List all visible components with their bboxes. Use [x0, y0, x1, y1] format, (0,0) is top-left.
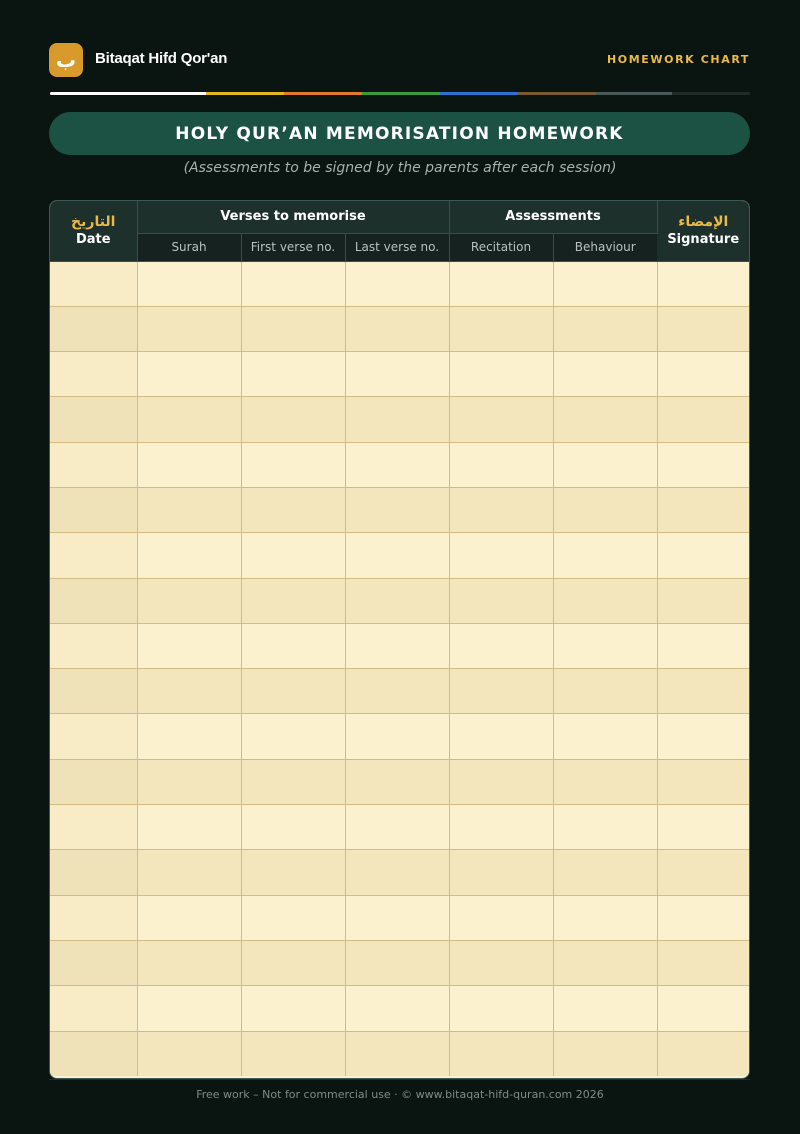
first-verse-cell[interactable]: [241, 850, 345, 895]
signature-header-arabic: الإمضاء: [678, 213, 729, 230]
behaviour-cell[interactable]: [553, 306, 657, 351]
signature-cell[interactable]: [657, 487, 749, 532]
signature-cell[interactable]: [657, 623, 749, 668]
first-verse-cell[interactable]: [241, 261, 345, 306]
recitation-cell[interactable]: [449, 397, 553, 442]
app-logo: ب: [49, 43, 83, 77]
first-verse-cell[interactable]: [241, 759, 345, 804]
last-verse-cell[interactable]: [345, 669, 449, 714]
accent-segment-blue: [440, 92, 518, 95]
recitation-cell[interactable]: [449, 578, 553, 623]
surah-cell[interactable]: [137, 578, 241, 623]
recitation-cell[interactable]: [449, 805, 553, 850]
table-row: [50, 306, 749, 351]
date-cell[interactable]: [50, 986, 137, 1031]
date-cell[interactable]: [50, 487, 137, 532]
last-verse-cell[interactable]: [345, 986, 449, 1031]
accent-segment-orange: [284, 92, 362, 95]
first-verse-cell[interactable]: [241, 940, 345, 985]
last-verse-cell[interactable]: [345, 306, 449, 351]
signature-cell[interactable]: [657, 714, 749, 759]
table-row: [50, 895, 749, 940]
signature-column-header: [657, 201, 749, 261]
recitation-cell[interactable]: [449, 261, 553, 306]
first-verse-cell[interactable]: [241, 669, 345, 714]
signature-cell[interactable]: [657, 805, 749, 850]
last-verse-cell[interactable]: [345, 1031, 449, 1076]
brand-name: Bitaqat Hifd Qor'an: [95, 50, 228, 67]
first-verse-cell[interactable]: [241, 986, 345, 1031]
recitation-cell[interactable]: [449, 442, 553, 487]
last-verse-cell[interactable]: [345, 623, 449, 668]
last-verse-cell[interactable]: [345, 759, 449, 804]
surah-cell[interactable]: [137, 895, 241, 940]
surah-cell[interactable]: [137, 1031, 241, 1076]
signature-cell[interactable]: [657, 442, 749, 487]
date-cell[interactable]: [50, 759, 137, 804]
signature-cell[interactable]: [657, 940, 749, 985]
homework-table-container: [49, 200, 750, 1079]
accent-segment-green: [362, 92, 440, 95]
recitation-cell[interactable]: [449, 940, 553, 985]
table-row: [50, 669, 749, 714]
recitation-cell[interactable]: [449, 850, 553, 895]
table-row: [50, 623, 749, 668]
date-cell[interactable]: [50, 352, 137, 397]
page-subtitle: (Assessments to be signed by the parents after each session): [183, 160, 617, 176]
last-verse-cell[interactable]: [345, 805, 449, 850]
last-verse-cell[interactable]: [345, 261, 449, 306]
surah-cell[interactable]: [137, 261, 241, 306]
table-row: [50, 261, 749, 306]
first-verse-cell[interactable]: [241, 805, 345, 850]
last-verse-cell[interactable]: [345, 578, 449, 623]
behaviour-cell[interactable]: [553, 850, 657, 895]
page-title: HOLY QUR’AN MEMORISATION HOMEWORK: [49, 112, 750, 155]
date-cell[interactable]: [50, 669, 137, 714]
date-header-arabic: التاريخ: [71, 213, 116, 230]
table-row: [50, 397, 749, 442]
date-cell[interactable]: [50, 397, 137, 442]
accent-segment-yellow: [206, 92, 284, 95]
date-cell[interactable]: [50, 623, 137, 668]
table-row: [50, 940, 749, 985]
surah-cell[interactable]: [137, 487, 241, 532]
behaviour-column-header: Behaviour: [553, 233, 657, 261]
signature-cell[interactable]: [657, 1031, 749, 1076]
surah-cell[interactable]: [137, 669, 241, 714]
behaviour-cell[interactable]: [553, 442, 657, 487]
signature-cell[interactable]: [657, 669, 749, 714]
first-verse-cell[interactable]: [241, 895, 345, 940]
first-verse-cell[interactable]: [241, 1031, 345, 1076]
accent-segment-grey: [596, 92, 672, 95]
table-row: [50, 352, 749, 397]
surah-cell[interactable]: [137, 533, 241, 578]
date-cell[interactable]: [50, 940, 137, 985]
signature-cell[interactable]: [657, 352, 749, 397]
surah-cell[interactable]: [137, 759, 241, 804]
date-cell[interactable]: [50, 1031, 137, 1076]
recitation-column-header: Recitation: [449, 233, 553, 261]
recitation-cell[interactable]: [449, 487, 553, 532]
table-row: [50, 442, 749, 487]
behaviour-cell[interactable]: [553, 533, 657, 578]
behaviour-cell[interactable]: [553, 261, 657, 306]
recitation-cell[interactable]: [449, 669, 553, 714]
surah-cell[interactable]: [137, 306, 241, 351]
table-row: [50, 850, 749, 895]
accent-segment-brown: [518, 92, 596, 95]
signature-cell[interactable]: [657, 306, 749, 351]
last-verse-cell[interactable]: [345, 487, 449, 532]
recitation-cell[interactable]: [449, 352, 553, 397]
behaviour-cell[interactable]: [553, 714, 657, 759]
behaviour-cell[interactable]: [553, 895, 657, 940]
table-row: [50, 533, 749, 578]
document-type-label: HOMEWORK CHART: [607, 53, 750, 66]
surah-cell[interactable]: [137, 940, 241, 985]
first-verse-cell[interactable]: [241, 397, 345, 442]
behaviour-cell[interactable]: [553, 940, 657, 985]
behaviour-cell[interactable]: [553, 759, 657, 804]
table-row: [50, 1031, 749, 1076]
date-cell[interactable]: [50, 895, 137, 940]
date-column-header: [50, 201, 137, 261]
behaviour-cell[interactable]: [553, 986, 657, 1031]
last-verse-cell[interactable]: [345, 895, 449, 940]
signature-cell[interactable]: [657, 986, 749, 1031]
table-row: [50, 759, 749, 804]
last-verse-column-header: Last verse no.: [345, 233, 449, 261]
table-row: [50, 986, 749, 1031]
recitation-cell[interactable]: [449, 895, 553, 940]
assessments-group-header: Assessments: [449, 201, 657, 233]
first-verse-cell[interactable]: [241, 442, 345, 487]
date-cell[interactable]: [50, 714, 137, 759]
footer-divider: [49, 1079, 750, 1080]
surah-column-header: Surah: [137, 233, 241, 261]
last-verse-cell[interactable]: [345, 352, 449, 397]
recitation-cell[interactable]: [449, 714, 553, 759]
surah-cell[interactable]: [137, 397, 241, 442]
footer-text: Free work – Not for commercial use · © www.bitaqat-hifd-quran.com 2026: [196, 1088, 604, 1101]
surah-cell[interactable]: [137, 805, 241, 850]
signature-cell[interactable]: [657, 578, 749, 623]
first-verse-cell[interactable]: [241, 533, 345, 578]
recitation-cell[interactable]: [449, 306, 553, 351]
recitation-cell[interactable]: [449, 1031, 553, 1076]
verses-group-header: Verses to memorise: [137, 201, 449, 233]
recitation-cell[interactable]: [449, 533, 553, 578]
last-verse-cell[interactable]: [345, 940, 449, 985]
last-verse-cell[interactable]: [345, 533, 449, 578]
date-cell[interactable]: [50, 578, 137, 623]
behaviour-cell[interactable]: [553, 623, 657, 668]
first-verse-cell[interactable]: [241, 578, 345, 623]
first-verse-cell[interactable]: [241, 623, 345, 668]
table-row: [50, 487, 749, 532]
last-verse-cell[interactable]: [345, 714, 449, 759]
accent-segment-white: [50, 92, 206, 95]
surah-cell[interactable]: [137, 850, 241, 895]
signature-cell[interactable]: [657, 397, 749, 442]
behaviour-cell[interactable]: [553, 352, 657, 397]
signature-cell[interactable]: [657, 759, 749, 804]
table-row: [50, 805, 749, 850]
surah-cell[interactable]: [137, 714, 241, 759]
behaviour-cell[interactable]: [553, 669, 657, 714]
signature-cell[interactable]: [657, 895, 749, 940]
last-verse-cell[interactable]: [345, 442, 449, 487]
table-row: [50, 578, 749, 623]
date-cell[interactable]: [50, 850, 137, 895]
first-verse-cell[interactable]: [241, 714, 345, 759]
accent-color-strip: [50, 92, 750, 95]
behaviour-cell[interactable]: [553, 805, 657, 850]
homework-table-body: [50, 261, 749, 1076]
date-cell[interactable]: [50, 533, 137, 578]
surah-cell[interactable]: [137, 986, 241, 1031]
signature-cell[interactable]: [657, 261, 749, 306]
first-verse-cell[interactable]: [241, 487, 345, 532]
date-header-english: Date: [75, 231, 111, 247]
last-verse-cell[interactable]: [345, 397, 449, 442]
signature-header-english: Signature: [667, 231, 740, 247]
date-cell[interactable]: [50, 442, 137, 487]
date-cell[interactable]: [50, 261, 137, 306]
recitation-cell[interactable]: [449, 623, 553, 668]
top-bar: [49, 43, 750, 77]
surah-cell[interactable]: [137, 352, 241, 397]
behaviour-cell[interactable]: [553, 487, 657, 532]
date-cell[interactable]: [50, 805, 137, 850]
table-row: [50, 714, 749, 759]
homework-table: [50, 201, 749, 1076]
signature-cell[interactable]: [657, 850, 749, 895]
first-verse-cell[interactable]: [241, 352, 345, 397]
surah-cell[interactable]: [137, 442, 241, 487]
date-cell[interactable]: [50, 306, 137, 351]
recitation-cell[interactable]: [449, 759, 553, 804]
behaviour-cell[interactable]: [553, 578, 657, 623]
surah-cell[interactable]: [137, 623, 241, 668]
first-verse-cell[interactable]: [241, 306, 345, 351]
recitation-cell[interactable]: [449, 986, 553, 1031]
first-verse-column-header: First verse no.: [241, 233, 345, 261]
signature-cell[interactable]: [657, 533, 749, 578]
behaviour-cell[interactable]: [553, 397, 657, 442]
last-verse-cell[interactable]: [345, 850, 449, 895]
behaviour-cell[interactable]: [553, 1031, 657, 1076]
